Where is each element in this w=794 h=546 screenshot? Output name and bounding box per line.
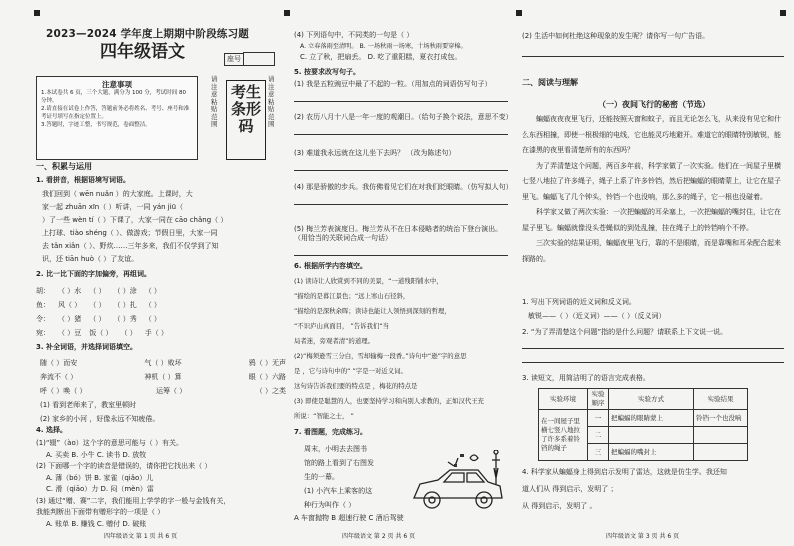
table-header: [539, 389, 748, 410]
page-2: [290, 0, 514, 546]
q3-row: [40, 356, 286, 370]
q4-line: C. 滑（qiāo）力 D. 闷（mèn）雷: [46, 485, 154, 493]
q4-continued: [294, 30, 512, 63]
q7-2-prompt: (2) 生活中如何杜绝这种现象的发生呢？请你写一句广告语。: [522, 32, 710, 40]
grade-subject: 四年级语文: [100, 42, 185, 62]
q4-line: (4) 下列语句中，不同类的一句是（ ）: [294, 31, 414, 39]
q3-row: [40, 370, 286, 384]
answer-line[interactable]: [294, 122, 508, 135]
r-q1: 1. 写出下列词语的近义词和反义词。: [522, 298, 636, 306]
q5-item: [294, 183, 512, 225]
q4-title: 4. 选择。: [36, 426, 67, 434]
q2-cell: 饭（ ）: [89, 329, 113, 337]
experiment-table: [538, 388, 748, 461]
q3-cell: 眼（ ）六路: [248, 373, 286, 381]
q3-cell: 随（ ）而安: [40, 359, 78, 367]
q3-cell: （ ）之类: [255, 387, 286, 395]
answer-line[interactable]: [294, 158, 508, 171]
barcode-label: 考生条形码: [230, 83, 261, 135]
page-footer: 四年级语文 第 1 页 共 6 页: [104, 533, 178, 540]
q6-line: 所说：“智能之士， ”: [294, 412, 354, 420]
q2-row: [36, 284, 286, 298]
th: 实验环境: [539, 389, 588, 410]
q3-row: [40, 384, 286, 398]
q6-body: [294, 274, 512, 424]
q4-body: [36, 438, 286, 530]
q6-line: (3) 即使是聪慧的人，也要坚持学习和向别人求教的，正如汉代王充: [294, 397, 485, 405]
q4-line: A. 薄（bó）饼 B. 家雀（qiǎo）儿: [46, 473, 154, 482]
q2-cell: （ ）: [144, 287, 161, 295]
q2-cell: （ ）: [144, 301, 161, 309]
q5-title: 5. 按要求改写句子。: [294, 68, 360, 76]
q2-cell: （ ）: [120, 329, 137, 337]
q4-line: A. 买卖 B. 小牛 C. 读书 D. 放牧: [46, 450, 147, 459]
q3-title: 3. 补全词语，并选择词语填空。: [36, 343, 137, 351]
q2-cell: （ ）秀: [113, 315, 137, 323]
r-q4: [522, 464, 788, 515]
q5-item: [294, 80, 512, 110]
q3-cell: 气（ ）败坏: [144, 359, 182, 367]
q6-line: (2)“梅须逊雪三分白，雪却输梅一段香。”诗句中“逊”字的意思: [294, 352, 467, 360]
q1-line: 去 tǎn xiǎn（ ）、野炊……三年多来，我们不仅学到了知: [42, 242, 219, 250]
passage-paragraph: 科学家又做了两次实验：一次把蝙蝠的耳朵塞上，一次把蝙蝠的嘴封住，让它在屋子里飞。蝙蝠就像没头苍蝇似的到处乱撞，挂在绳子上的铃铛响个不停。: [522, 208, 781, 232]
seat-number-box[interactable]: [243, 52, 275, 66]
q2-cell: （ ）水: [58, 287, 82, 295]
th: 实验结果: [694, 389, 748, 410]
r-q4-line: 从 得到启示，发明了 。: [522, 502, 597, 510]
r-q4-line: 4. 科学家从蝙蝠身上得到启示发明了雷达，这就是仿生学。我还知: [522, 468, 727, 476]
r-q3: 3. 读短文，用简洁明了的语言完成表格。: [522, 374, 650, 382]
q3-cell: 奔流不（ ）: [40, 373, 78, 381]
th: 实验顺序: [588, 389, 609, 410]
q4-line: (1)“辍”（ào）这个字的意思可能与（ ）有关。: [36, 439, 183, 447]
q6-line: 局者迷，旁观者清”的道理。: [294, 337, 374, 345]
page-3: [514, 0, 794, 546]
q7-options: A 车窗抛物 B 超速行驶 C 酒后驾驶: [294, 514, 404, 522]
notice-item: 2.请直接在试卷上作答，答题前务必将姓名、考号、座号和准考证号填写在指定位置上。: [41, 106, 190, 120]
q2-cell: （ ）猪: [58, 315, 82, 323]
notice-box: [36, 76, 198, 160]
q4-line: A. 立春落雨至清明。 B. 一场秋雨一场寒，十场秋雨要穿棉。: [300, 43, 467, 50]
q5-item: [294, 113, 512, 145]
td[interactable]: [694, 444, 748, 461]
r-q2: 2. “为了弄清楚这个问题”指的是什么问题？请联系上下文说一说。: [522, 328, 728, 336]
answer-line[interactable]: [522, 338, 784, 349]
q2-title: 2. 比一比下面的字加偏旁，再组词。: [36, 270, 151, 278]
q2-cell: （ ）: [89, 301, 106, 309]
td: 把蝙蝠的眼睛蒙上: [609, 410, 694, 427]
q4-line: 我能判断出下面带有赠形字的一项是（ ）: [36, 508, 165, 516]
q2-cell: （ ）豆: [58, 329, 82, 337]
q2-row: [36, 298, 286, 312]
answer-line[interactable]: [522, 352, 784, 363]
q4-line: (3) 通过“赠、赛”二字，我们能用上学学的字一般与金钱有关，: [36, 496, 231, 505]
q2-cell: 胡：: [36, 287, 50, 295]
q3-sentence: (2) 家乡的小河 ，好像永远不知疲倦。: [40, 415, 160, 423]
q4-line: C. 立了秋，把扇丢。 D. 吃了重阳糕，夏衣打成包。: [300, 53, 462, 61]
q2-cell: （ ）涂: [113, 287, 137, 295]
td: 在一间屋子里横七竖八地拉了许多系着铃铛的绳子: [539, 410, 588, 461]
q3-cell: 鸦（ ）无声: [248, 359, 286, 367]
q5-prompt: (2) 农历八月十八是一年一度的观潮日。（给句子换个说法，意思不变）: [294, 113, 513, 121]
r-q1-line: 敏锐——（ ）（近义词）——（ ）（反义词）: [528, 312, 666, 320]
q3-cell: 运筹（ ）: [155, 387, 187, 395]
q5-prompt: (4) 那是骄傲的步兵。我仿佛看见它们在对我们眨眼睛。（仿写拟人句）: [294, 183, 513, 191]
q2-row: [36, 326, 286, 340]
r-q4-line: 道人们从 得到启示，发明了 ；: [522, 485, 618, 493]
table-row: [539, 410, 748, 427]
passage-title: （一）夜间飞行的秘密（节选）: [598, 100, 710, 109]
q1-line: 我们回到（ wēn nuǎn ）的大家庭。上课时，大: [42, 190, 193, 198]
seat-label: 座号: [224, 53, 244, 66]
q6-title: 6. 根据所学内容填空。: [294, 262, 367, 270]
passage-body: [522, 112, 786, 267]
q2-cell: （ ）扎: [113, 301, 137, 309]
q1-line: 家一起 zhuān xīn（ ）听讲，一同 yán jiū（: [42, 203, 184, 211]
page-footer: 四年级语文 第 2 页 共 6 页: [342, 533, 416, 540]
q2-cell: （ ）: [144, 315, 161, 323]
td: 一: [588, 410, 609, 427]
passage-paragraph: 三次实验的结果证明，蝙蝠夜里飞行，靠的不是眼睛，而是靠嘴和耳朵配合起来探路的。: [522, 239, 781, 263]
q6-line: ”描绘的是深秋余晖；读诗也能让人领悟到深刻的哲理，: [294, 307, 451, 315]
notice-item: 3.答题时，字迹工整，书写规范，卷面整洁。: [41, 122, 151, 128]
q4-line: A. 账单 B. 赚钱 C. 赠付 D. 破账: [46, 519, 147, 528]
td: 二: [588, 427, 609, 444]
q2-grid: [36, 284, 286, 340]
q1-line: 识，还 tiān huò（ ）了友谊。: [42, 255, 139, 263]
q7-line: (1) 小汽车上乘客的这: [304, 487, 373, 495]
answer-line[interactable]: [294, 243, 508, 256]
section-2-title: 二、阅读与理解: [522, 78, 578, 87]
q1-line: 上打球、tiào shéng（ ）、做游戏；节假日里，大家一同: [42, 229, 218, 237]
q1-line: ）了一些 wèn tí（ ）下课了，大家一同在 cāo chǎng（ ）: [42, 216, 228, 224]
th: 实验方式: [609, 389, 694, 410]
notice-title: 注意事项: [102, 80, 132, 89]
barcode-area: [226, 80, 266, 160]
td: 三: [588, 444, 609, 461]
q7-title: 7. 看图题，完成练习。: [294, 428, 367, 436]
q2-cell: 宛：: [36, 329, 50, 337]
q2-cell: 风（ ）: [58, 301, 82, 309]
td[interactable]: [609, 427, 694, 444]
q5-prompt: (1) 我是五粒豌豆中最了不起的一粒。（用加点的词语仿写句子）: [294, 80, 492, 88]
q6-line: ”描绘的是暮江景色；“远上寒山石径斜，: [294, 292, 410, 300]
q7-line: 种行为叫作（ ）: [304, 501, 356, 509]
q3-cell: 神机（ ）算: [144, 373, 182, 381]
q1-title: 1. 看拼音，根据语境写词语。: [36, 176, 130, 184]
q2-cell: （ ）: [89, 287, 106, 295]
answer-line[interactable]: [294, 89, 508, 102]
exam-title: 2023—2024 学年度上期期中阶段练习题: [46, 28, 250, 40]
q7-line: 馆的路上看到了右图发: [304, 459, 374, 467]
q6-line: (1) 读诗让人欣赏到不同的美景，“一道残阳铺水中，: [294, 277, 443, 285]
q5-prompt: (5) 梅兰芳表演度日。梅兰芳从不在日本侵略者的统治下登台演出。（用恰当的关联词合成一句话）: [294, 225, 503, 242]
car-litter-illustration: [408, 450, 506, 520]
q3-sentence: (1) 看到老师来了，教室里顿时: [40, 401, 137, 409]
passage-paragraph: 为了弄清楚这个问题，两百多年前，科学家做了一次实验。他们在一间屋子里横七竖八地拉了许多绳子，绳子上系了许多铃铛，然后把蝙蝠的眼睛蒙上，让它在屋子里飞。蝙蝠飞了几个钟头，铃铛一个也没响，那么多的绳子，它一根也没碰着。: [522, 161, 781, 201]
page-1: [0, 0, 290, 546]
q2-row: [36, 312, 286, 326]
page-footer: 四年级语文 第 3 页 共 6 页: [606, 533, 680, 540]
td[interactable]: [694, 427, 748, 444]
sticker-range-left: 请注意粘贴范围: [211, 75, 218, 128]
q4-line: (2) 下面哪一个字的读音是错误的，请你把它找出来（ ）: [36, 462, 212, 470]
q2-cell: 令：: [36, 315, 50, 323]
answer-line[interactable]: [294, 192, 508, 205]
q7-line: 生的一幕。: [304, 473, 339, 481]
q6-line: 这句诗告诉我们要的特点是 ，梅花的特点是: [294, 382, 418, 390]
q5-item: [294, 149, 512, 181]
q6-line: “不识庐山真面目， ”告诉我们“当: [294, 322, 390, 330]
q7-line: 周末，小明去去图书: [304, 445, 367, 453]
sticker-range-right: 请注意粘贴范围: [268, 75, 275, 128]
passage-paragraph: 蝙蝠夜夜夜里飞行，还能按照天窗和蚊子，而且无论怎么飞，从来没有见它和什么东西相撞，即使一根极细的电线，它也能灵巧地避开。难道它的眼睛特别敏锐，能在漆黑的夜里看清楚所有的东西吗？: [522, 115, 781, 154]
notice-item: 1.本试卷共 6 页，三个大题，满分为 100 分，考试时间 80 分钟。: [41, 90, 186, 104]
q3-cell: 呼（ ）唤（ ）: [40, 387, 87, 395]
q1-body: [42, 188, 282, 266]
q2-cell: （ ）: [89, 315, 106, 323]
q6-line: 是 ，它与诗句中的“ ”字是一对近义词。: [294, 367, 407, 375]
section-1-title: 一、积累与运用: [36, 162, 92, 171]
td: 把蝙蝠的嘴封上: [609, 444, 694, 461]
q2-cell: 手（ ）: [144, 329, 168, 337]
answer-line[interactable]: [522, 46, 784, 57]
q5-prompt: (3) 难道我永远就在这儿坐下去吗？ （改为陈述句）: [294, 149, 456, 157]
q7-body: [304, 442, 414, 512]
q2-cell: 鱼：: [36, 301, 50, 309]
q3-words: [40, 356, 286, 426]
q5-body: [294, 80, 512, 269]
td: 铃铛一个也没响: [694, 410, 748, 427]
